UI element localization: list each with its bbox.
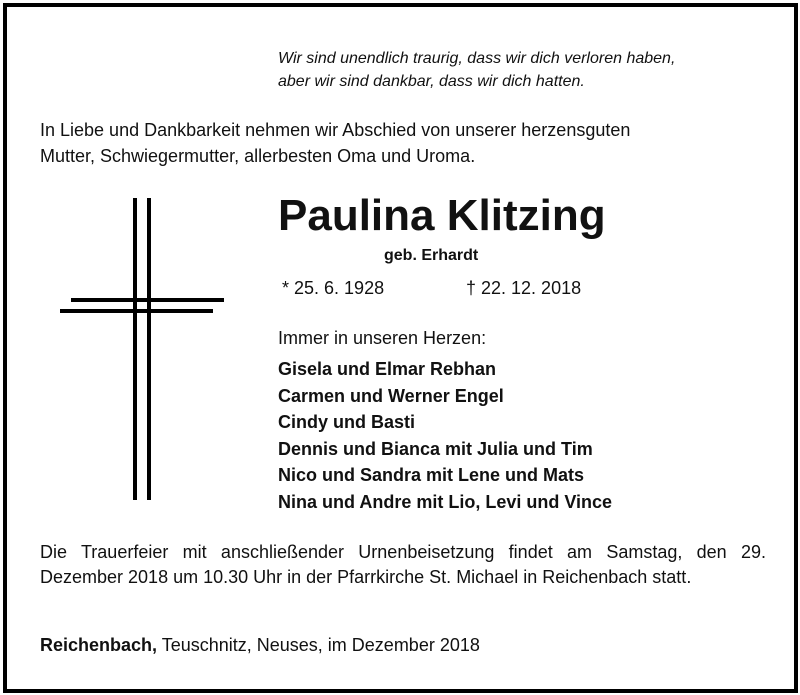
deceased-name: Paulina Klitzing <box>278 191 606 240</box>
mourner-entry: Nico und Sandra mit Lene und Mats <box>278 465 585 485</box>
quote-line-2: aber wir sind dankbar, dass wir dich hatten. <box>278 73 585 90</box>
birth-date: * 25. 6. 1928 <box>282 278 385 298</box>
closing-rest: Teuschnitz, Neuses, im Dezember 2018 <box>157 635 480 655</box>
mourner-entry: Gisela und Elmar Rebhan <box>278 359 497 379</box>
mourner-entry: Nina und Andre mit Lio, Levi und Vince <box>278 491 613 512</box>
quote-line-1: Wir sind unendlich traurig, dass wir dich verloren haben, <box>278 50 676 67</box>
mourner-entry: Carmen und Werner Engel <box>278 385 504 406</box>
closing-line <box>40 633 480 658</box>
birth-name: geb. Erhardt <box>384 247 479 264</box>
intro-line-1: In Liebe und Dankbarkeit nehmen wir Abschied von unserer herzensguten <box>40 120 631 140</box>
mourners-heading: Immer in unseren Herzen: <box>278 328 487 348</box>
cross-vertical-line-2 <box>147 198 151 500</box>
cross-horizontal-line-1 <box>71 298 224 302</box>
intro-text <box>40 117 770 169</box>
mourners-list <box>278 356 612 515</box>
quote <box>278 47 778 93</box>
cross-horizontal-line-2 <box>60 309 213 313</box>
cross-icon <box>60 198 224 500</box>
mourner-entry: Dennis und Bianca mit Julia und Tim <box>278 438 593 459</box>
death-date: † 22. 12. 2018 <box>466 278 582 298</box>
cross-vertical-line-1 <box>133 198 137 500</box>
funeral-announcement: Die Trauerfeier mit anschließender Urnenbeisetzung findet am Samstag, den 29. Dezember 2018 um 10.30 Uhr in der Pfarrkirche St. Michael in Reichenbach statt. <box>40 542 766 587</box>
mourner-entry: Cindy und Basti <box>278 412 416 432</box>
closing-place: Reichenbach, <box>40 635 158 655</box>
intro-line-2: Mutter, Schwiegermutter, allerbesten Oma und Uroma. <box>40 146 476 166</box>
